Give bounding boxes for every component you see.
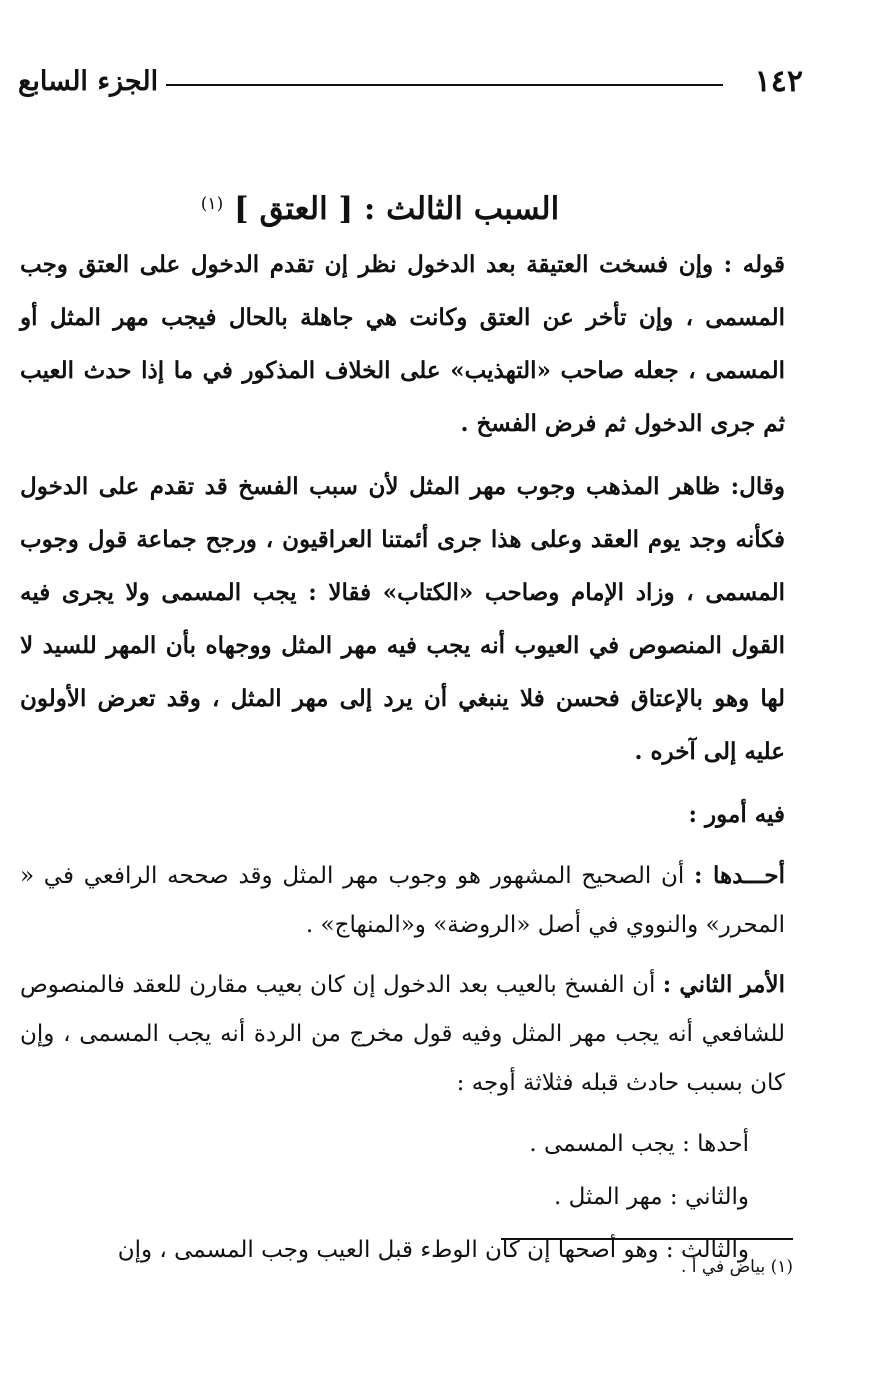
running-head: الجزء السابع (18, 66, 159, 97)
body-text (20, 238, 785, 1277)
paragraph-intro: فيه أمور : (688, 801, 785, 828)
commentary-text: أن الفسخ بالعيب بعد الدخول إن كان بعيب مقارن للعقد فالمنصوص للشافعي أنه يجب مهر المثل وفيه قول مخرج من الردة أنه يجب المسمى ، وإن كان بسبب حادث قبله فثلاثة أوجه : (20, 972, 786, 1096)
paragraph-quote: وقال: ظاهر المذهب وجوب مهر المثل لأن سبب الفسخ قد تقدم على الدخول فكأنه وجد يوم العقد وعلى هذا جرى أئمتنا العراقيون ، ورجح جماعة قول وجوب المسمى ، وزاد الإمام وصاحب «الكتاب» فقالا : يجب المسمى ولا يجرى فيه القول المنصوص في العيوب أنه يجب فيه مهر المثل ووجهاه بأن المهر للسيد لا لها وهو بالإعتاق فحسن فلا ينبغي أن يرد إلى مهر المثل ، وقد تعرض الأولون عليه إلى آخره . (20, 473, 785, 765)
header-rule (166, 84, 723, 86)
paragraph-quote: قوله : وإن فسخت العتيقة بعد الدخول نظر إن تقدم الدخول على العتق وجب المسمى ، وإن تأخر عن العتق وكانت هي جاهلة بالحال فيجب مهر المثل أو المسمى ، جعله صاحب «التهذيب» على الخلاف المذكور في ما إذا حدث العيب ثم جرى الدخول ثم فرض الفسخ . (20, 251, 785, 437)
commentary-text: أن الصحيح المشهور هو وجوب مهر المثل وقد صححه الرافعي في « المحرر» والنووي في أصل «الروضة» و«المنهاج» . (20, 863, 785, 938)
option-item: والثالث : وهو أصحها إن كان الوطء قبل العيب وجب المسمى ، وإن (117, 1237, 749, 1263)
page-number: ١٤٢ (754, 64, 803, 99)
commentary-paragraph (20, 851, 785, 950)
page-header (18, 62, 803, 108)
footnote-reference: (١) (200, 194, 224, 214)
option-item: أحدها : يجب المسمى . (529, 1131, 749, 1157)
commentary-lead: الأمر الثاني : (662, 971, 785, 998)
commentary-lead: أحـــدها : (694, 862, 785, 889)
footnote-rule (501, 1238, 793, 1240)
footnote: (١) بياض في أ . (680, 1257, 793, 1277)
section-title-text: السبب الثالث : [ العتق ] (234, 191, 560, 227)
section-title (120, 180, 640, 233)
commentary-paragraph (20, 960, 785, 1108)
option-item: والثاني : مهر المثل . (554, 1184, 749, 1210)
